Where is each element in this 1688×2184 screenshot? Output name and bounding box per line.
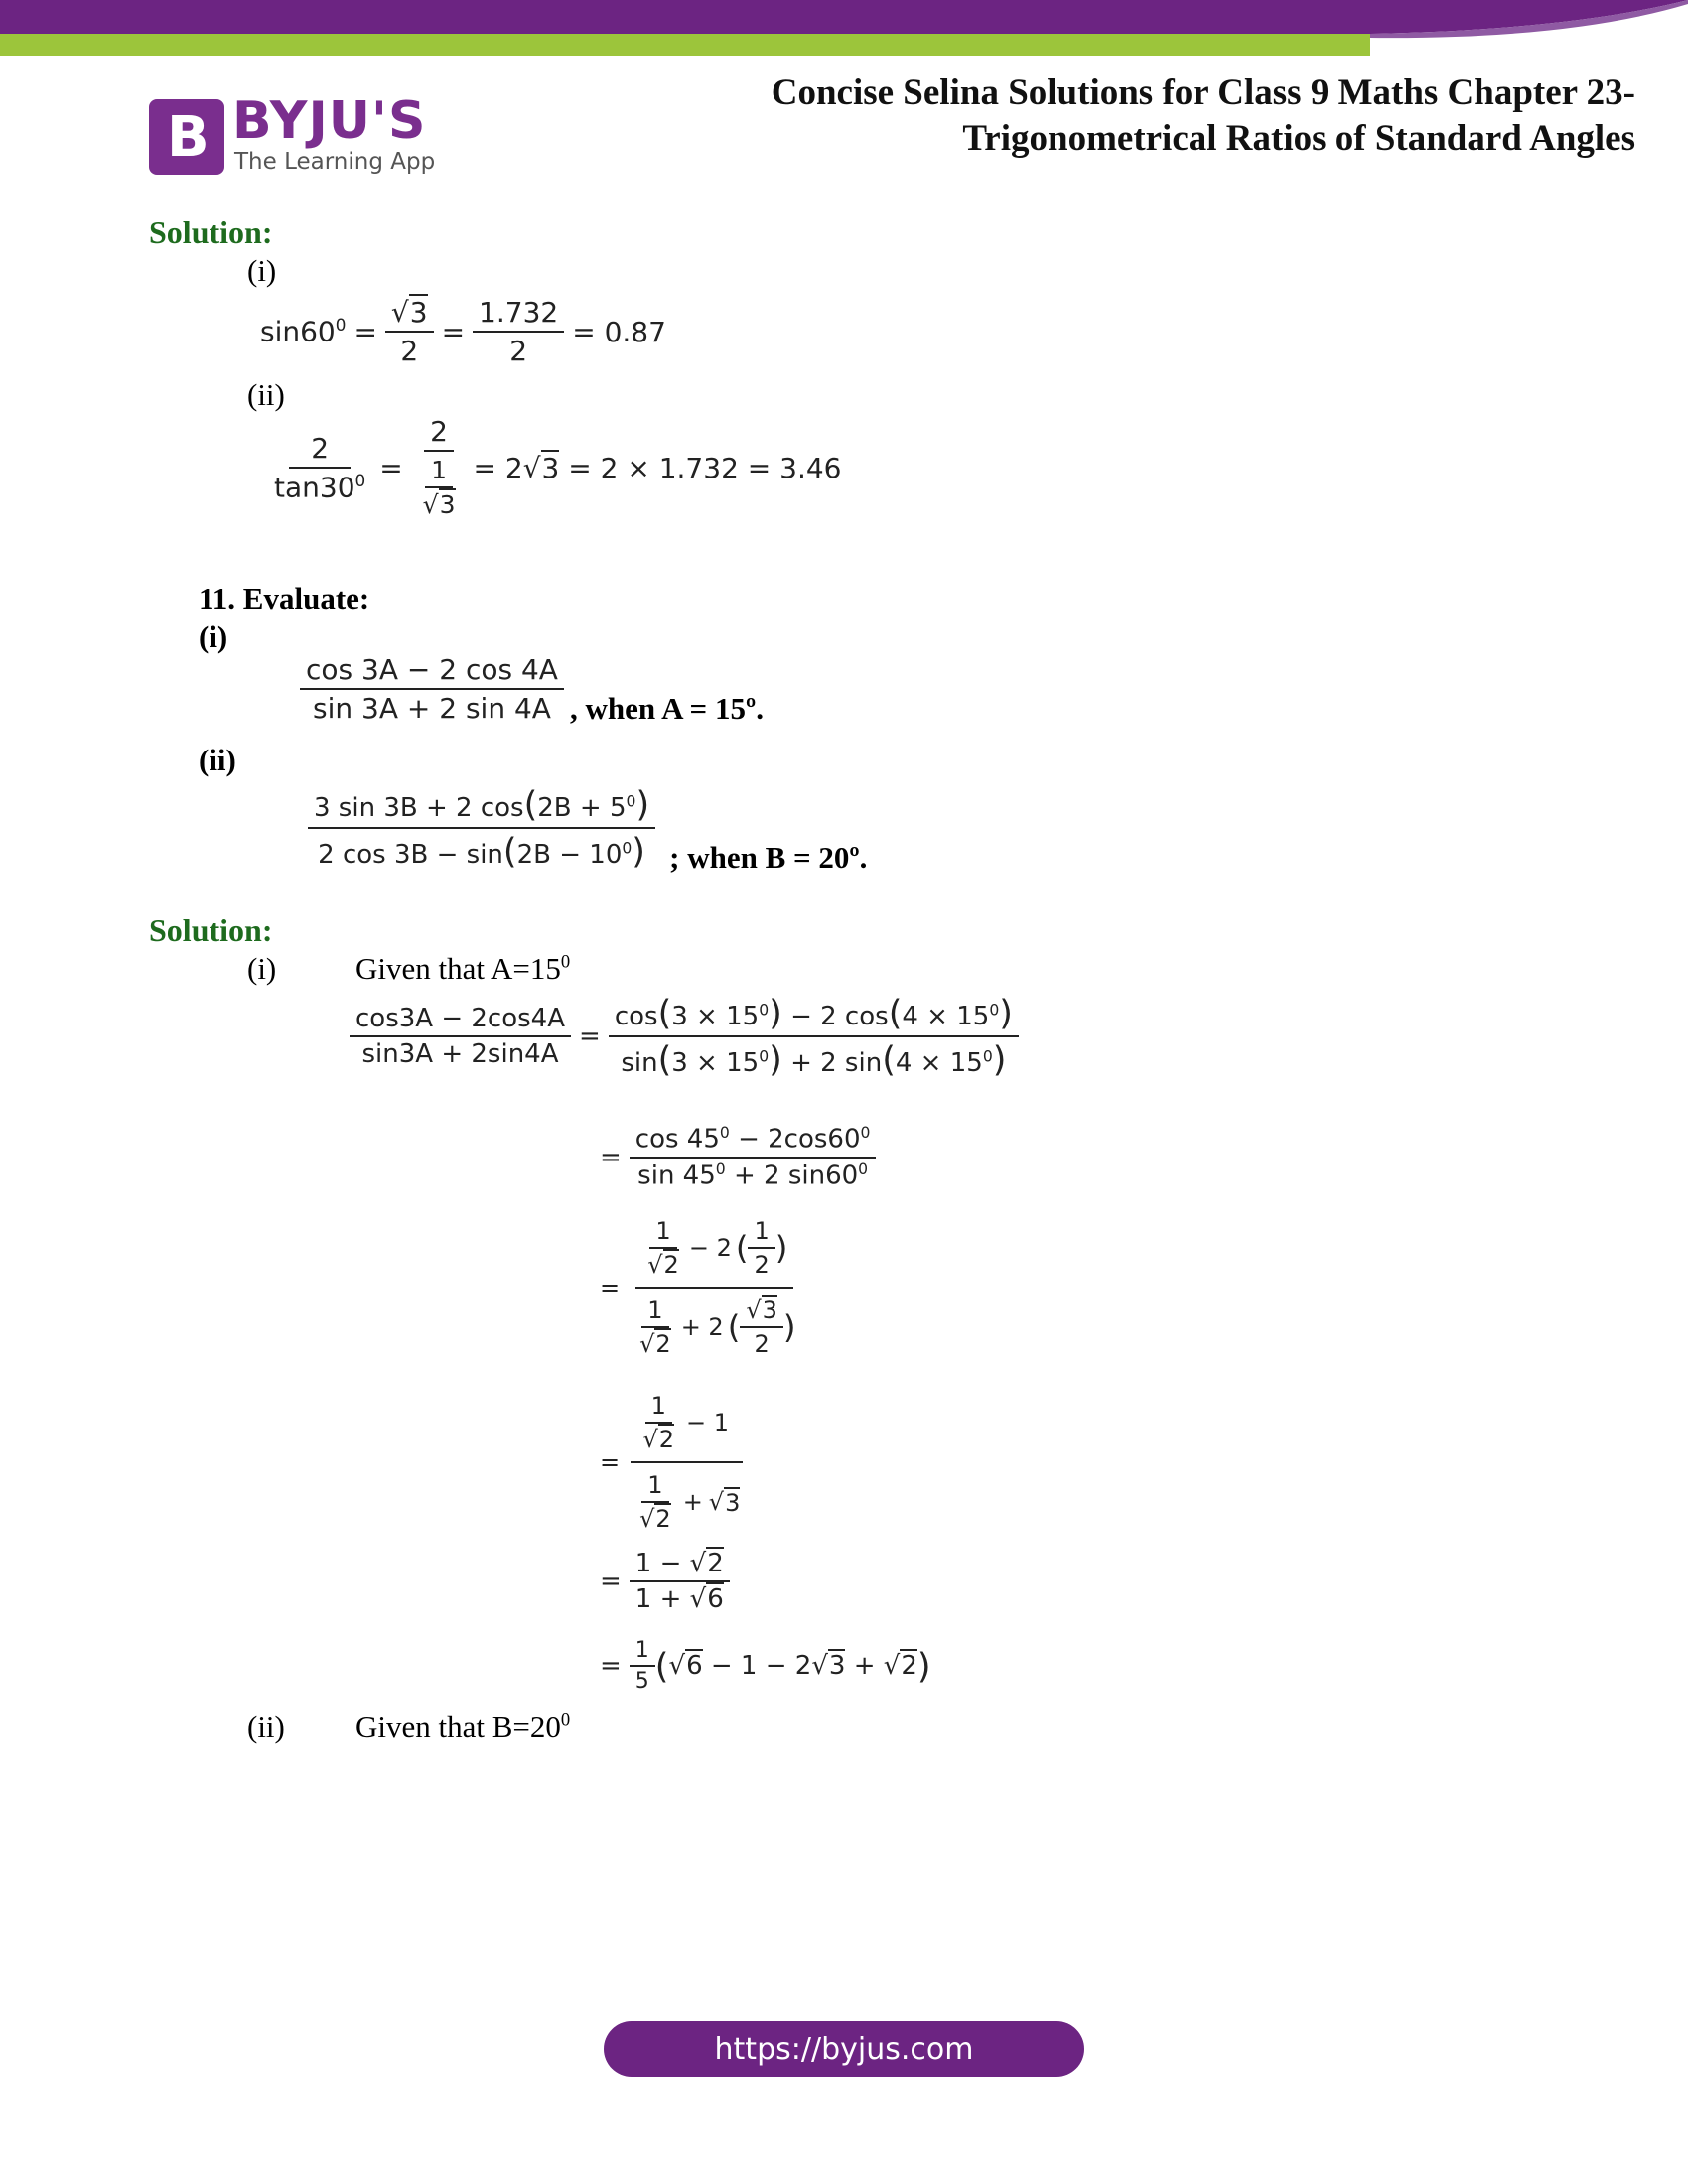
one-fifth-fraction: $\frac{1}{5}$ <box>630 1636 655 1696</box>
footer-url[interactable]: https://byjus.com <box>714 2031 974 2067</box>
logo-brand: BYJU'S <box>232 91 427 151</box>
solution1-part-ii-expression <box>268 413 841 523</box>
condition-a-15: , when A = 15º. <box>569 691 764 726</box>
logo-letter: B <box>167 105 210 170</box>
equals-sign: = <box>353 315 377 348</box>
result-346: = 2√3 = 2 × 1.732 = 3.46 <box>473 452 842 484</box>
step1-rhs-fraction: $\frac{\cos(3 \times 15^0) - 2 \cos(4 \times 15^0)}{\sin(3 \times 15^0) + 2 \sin(4 \times 15^0)}$ <box>609 991 1019 1082</box>
solution2-part-ii-label: (ii) <box>247 1709 285 1744</box>
equals-sign: = <box>600 1274 621 1301</box>
equals-sign: = <box>379 452 403 484</box>
equals-sign: = <box>600 1651 622 1681</box>
equals-sign: = <box>600 1448 621 1476</box>
header-title-line2: Trigonometrical Ratios of Standard Angles <box>962 118 1635 159</box>
fraction-root3-over-2: $\frac{√3}{2}$ <box>385 294 434 369</box>
header-title-line1: Concise Selina Solutions for Class 9 Maths Chapter 23- <box>771 72 1635 113</box>
solution-heading-1: Solution: <box>149 214 273 250</box>
fraction-2-over-tan30: $\frac{2}{\tan 30^0}$ <box>274 432 366 504</box>
step5-fraction: $\frac{1 - √2}{1 + √6}$ <box>630 1547 730 1616</box>
step4-fraction: $\frac{1}{√2}$ − 1 $\frac{1}{√2}$ + √ 3 <box>628 1388 746 1537</box>
question11-part-ii-label: (ii) <box>199 743 236 777</box>
footer-url-pill[interactable] <box>604 2021 1084 2077</box>
condition-b-20: ; when B = 20º. <box>669 840 868 875</box>
final-answer: √6 − 1 − 2√3 + √2 <box>668 1651 917 1681</box>
equals-sign: = <box>441 315 466 348</box>
step3-fraction: $\frac{1}{√2}$ − 2 ( $\frac{1}{2}$ ) $\frac{1}{√2}$ + 2 ( $\frac{√3}{2}$ ) <box>628 1213 801 1362</box>
logo-tagline: The Learning App <box>234 149 436 175</box>
step5-expression <box>592 1547 730 1616</box>
equals-sign: = <box>600 1142 622 1172</box>
equals-sign: = <box>600 1567 622 1596</box>
question11-part-ii-expression <box>308 780 867 876</box>
solution-heading-2: Solution: <box>149 912 273 948</box>
fraction-3sin3b-over-2cos3b: $\frac{3 \sin 3B + 2 \cos(2B + 5^0)}{2 \cos 3B - \sin(2B - 10^0)}$ <box>308 782 655 874</box>
solution1-part-ii-label: (ii) <box>247 377 285 412</box>
sin60-text: $\sin 60^0$ <box>260 315 347 348</box>
logo-mark <box>149 99 224 175</box>
step1-lhs-fraction: $\frac{\cos 3A - 2\cos 4A}{\sin 3A + 2\sin 4A}$ <box>350 1002 571 1071</box>
step6-expression: = $\frac{1}{5}$ ( √6 − 1 − 2√3 + √2 ) <box>600 1638 931 1694</box>
question11-part-i-expression <box>300 651 764 727</box>
step1-expression <box>350 991 1019 1082</box>
byjus-logo <box>149 91 447 181</box>
top-right-swoosh <box>1370 0 1688 60</box>
solution1-part-i-expression <box>260 294 666 369</box>
solution2-part-i-given: Given that $A=15^0$ <box>355 951 571 986</box>
solution1-part-i-label: (i) <box>247 253 277 288</box>
fraction-cos3a-over-sin3a: $\frac{\cos 3A - 2 \cos 4A}{\sin 3A + 2 \sin 4A}$ <box>300 651 564 727</box>
fraction-2-over-1-over-root3: $\frac{2}{\frac{1}{√3}}$ <box>422 415 456 519</box>
result-087: = 0.87 <box>572 315 666 348</box>
step4-expression <box>592 1388 746 1537</box>
step2-fraction: $\frac{\cos 45^0 - 2\cos 60^0}{\sin 45^0 + 2 \sin 60^0}$ <box>630 1122 877 1192</box>
step3-expression <box>592 1213 802 1362</box>
fraction-1732-over-2: $\frac{1.732}{2}$ <box>473 294 564 369</box>
solution2-part-i-label: (i) <box>247 951 277 986</box>
equals-sign: = <box>579 1022 601 1051</box>
step2-expression <box>592 1122 876 1192</box>
question11-part-i-label: (i) <box>199 619 228 654</box>
solution2-part-ii-given: Given that $B=20^0$ <box>355 1709 571 1744</box>
question-11-heading: 11. Evaluate: <box>199 581 370 615</box>
